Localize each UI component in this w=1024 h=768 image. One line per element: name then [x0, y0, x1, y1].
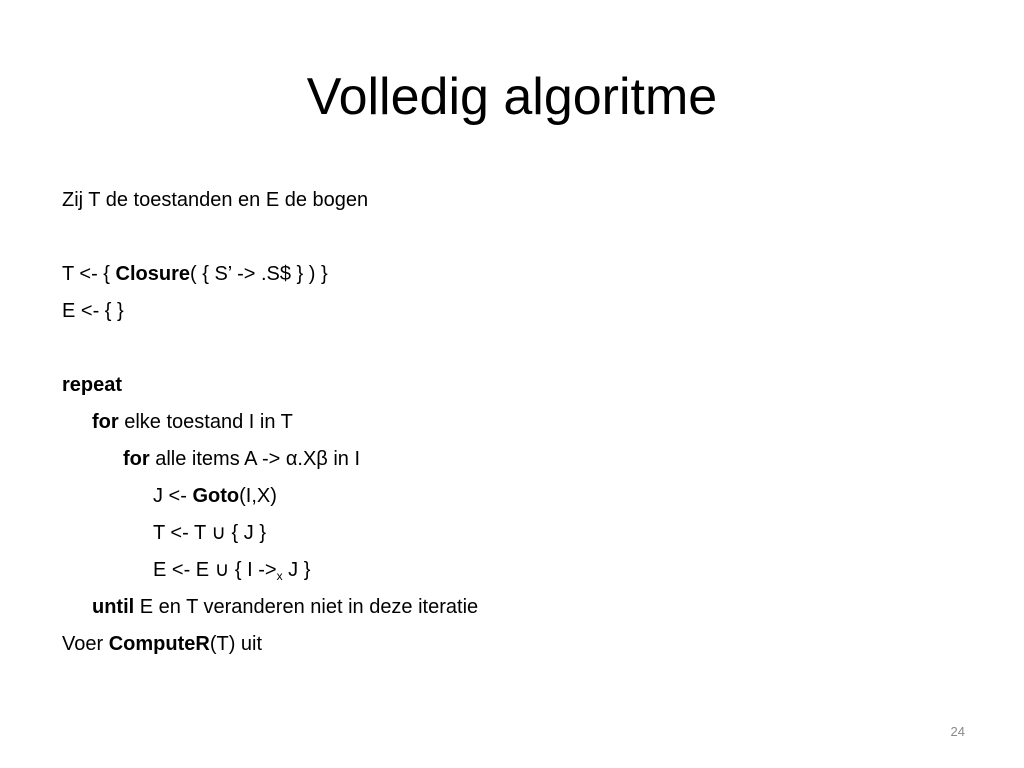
- for-items-line: [62, 441, 962, 478]
- closure-keyword: Closure: [115, 263, 191, 285]
- compute-line: [62, 626, 962, 663]
- for-items-text: alle items A -> α.Xβ in I: [149, 448, 361, 470]
- until-text: E en T veranderen niet in deze iteratie: [134, 596, 479, 618]
- until-keyword: until: [92, 596, 135, 618]
- compute-keyword: ComputeR: [108, 633, 210, 655]
- for-state-text: elke toestand I in T: [118, 411, 293, 433]
- compute-prefix: Voer: [62, 633, 109, 655]
- goto-prefix: J <-: [153, 485, 193, 507]
- union-e-suffix: J }: [282, 559, 311, 581]
- init-t-line: [62, 256, 962, 293]
- page-number: 24: [950, 724, 965, 739]
- for-keyword: for: [92, 411, 119, 433]
- goto-suffix: (I,X): [239, 485, 277, 507]
- for-keyword: for: [123, 448, 150, 470]
- blank-line: [62, 219, 962, 256]
- repeat-keyword: repeat: [62, 374, 123, 396]
- union-t-line: [62, 515, 962, 552]
- union-e-line: [62, 552, 962, 589]
- repeat-line: [62, 367, 962, 404]
- blank-line: [62, 330, 962, 367]
- init-e-text: E <- { }: [62, 300, 124, 322]
- init-t-suffix: ( { S’ -> .S$ } ) }: [190, 263, 328, 285]
- slide-body: [62, 182, 962, 663]
- union-e-subscript: x: [276, 569, 283, 583]
- init-e-line: [62, 293, 962, 330]
- union-t-text: T <- T ∪ { J }: [153, 522, 267, 544]
- until-line: [62, 589, 962, 626]
- slide-title: Volledig algoritme: [306, 68, 718, 126]
- intro-text: Zij T de toestanden en E de bogen: [62, 189, 369, 211]
- union-e-prefix: E <- E ∪ { I ->: [153, 559, 277, 581]
- intro-line: [62, 182, 962, 219]
- for-state-line: [62, 404, 962, 441]
- init-t-prefix: T <- {: [62, 263, 116, 285]
- goto-line: [62, 478, 962, 515]
- goto-keyword: Goto: [192, 485, 240, 507]
- compute-suffix: (T) uit: [209, 633, 263, 655]
